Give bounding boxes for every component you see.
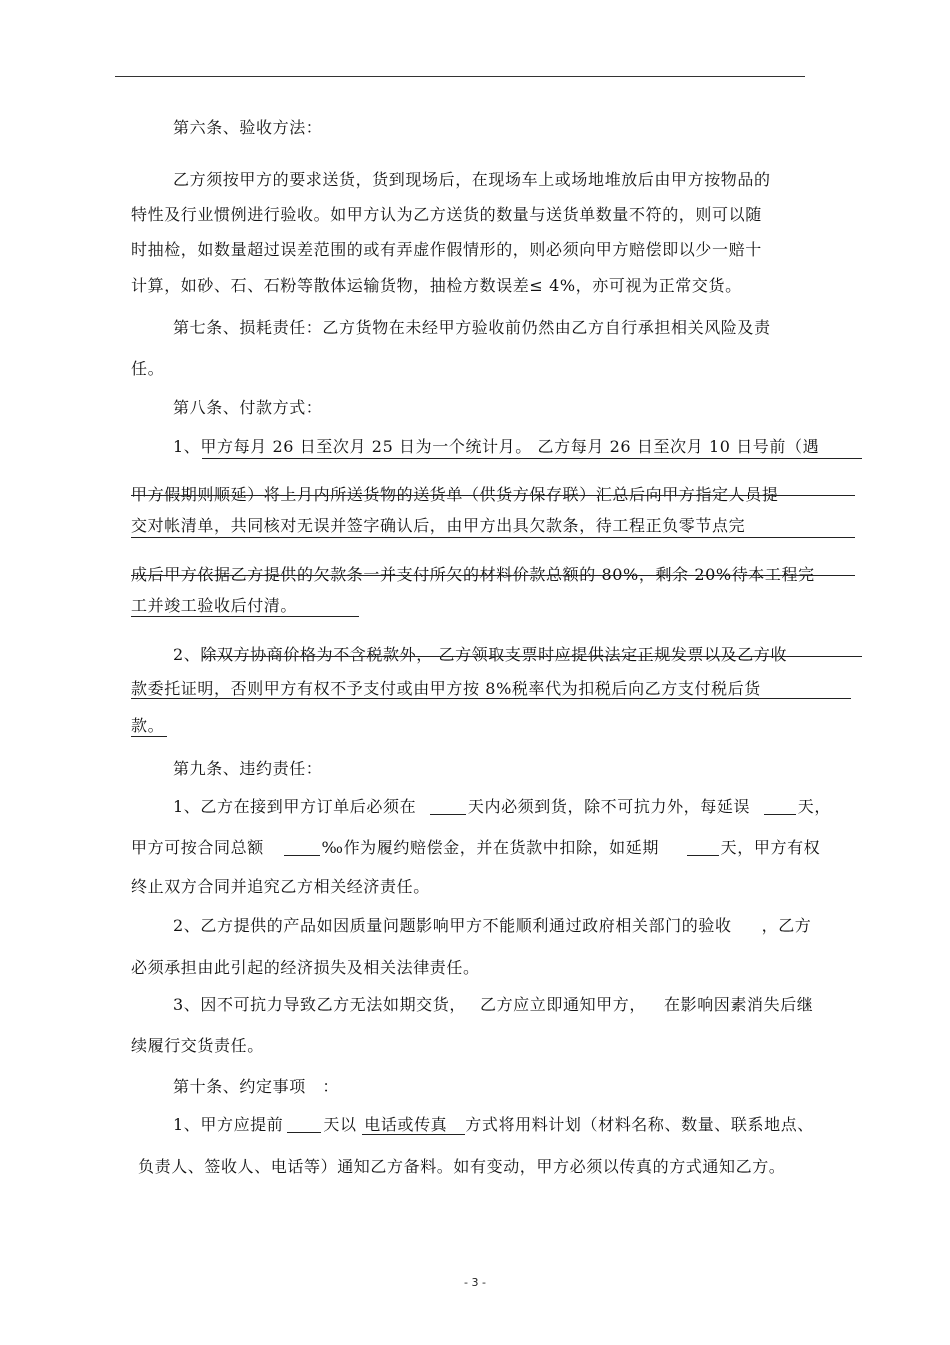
- article9-item1-line-3: 终止双方合同并追究乙方相关经济责任。: [131, 877, 430, 896]
- article9-item3-text-a: 3、因不可抗力导致乙方无法如期交货，: [173, 995, 466, 1014]
- article8-item2-line-1: [173, 645, 787, 665]
- article10-item1-text-a: 1、甲方应提前: [173, 1115, 284, 1134]
- article10-item1-text-b: 天以: [323, 1115, 357, 1134]
- article9-item2-line-1: [173, 916, 811, 936]
- blank-permille-field[interactable]: [284, 839, 320, 856]
- article9-heading: 第九条、违约责任：: [173, 759, 323, 778]
- article10-item1-line-1: [173, 1115, 814, 1135]
- article9-item3-line-1: [173, 995, 813, 1015]
- article9-item3-text-c: 在影响因素消失后继: [664, 995, 814, 1014]
- article9-item1-text-c: 天，: [797, 797, 831, 816]
- article9-item1-text-f: 天，甲方有权: [720, 838, 821, 857]
- article7-line-2: 任。: [131, 359, 165, 378]
- blank-delay-days-field[interactable]: [764, 798, 796, 815]
- article9-item3-text-b: 乙方应立即通知甲方，: [479, 995, 646, 1014]
- blank-overdue-days-field[interactable]: [687, 839, 719, 856]
- article9-item1-line-2: [131, 838, 820, 858]
- article8-item2-prefix: 2、: [173, 645, 201, 664]
- page-number: - 3 -: [464, 1276, 486, 1289]
- blank-advance-days-field[interactable]: [287, 1116, 321, 1133]
- underline: [202, 458, 862, 459]
- underline: [131, 537, 855, 538]
- article10-heading: 第十条、约定事项 ：: [173, 1077, 340, 1096]
- article8-item1-line-2: 甲方假期则顺延）将上月内所送货物的送货单（供货方保存联）汇总后向甲方指定人员提: [131, 485, 779, 504]
- notification-method: 电话或传真: [362, 1115, 465, 1135]
- strikethrough: [131, 575, 855, 576]
- article8-item1-line-3: 交对帐清单，共同核对无误并签字确认后，由甲方出具欠款条，待工程正负零节点完: [131, 516, 746, 535]
- underline: [131, 698, 851, 699]
- article6-heading: 第六条、验收方法：: [173, 118, 323, 137]
- article9-item3-line-2: 续履行交货责任。: [131, 1036, 264, 1055]
- article7-line-1: 第七条、损耗责任：乙方货物在未经甲方验收前仍然由乙方自行承担相关风险及责: [173, 318, 771, 337]
- strikethrough: [202, 656, 862, 657]
- article9-item2-text-a: 2、乙方提供的产品如因质量问题影响甲方不能顺利通过政府相关部门的验收: [173, 916, 732, 935]
- article6-line-3: 时抽检，如数量超过误差范围的或有弄虚作假情形的，则必须向甲方赔偿即以少一赔十: [131, 240, 762, 259]
- blank-days-field[interactable]: [430, 798, 466, 815]
- article6-line-1: 乙方须按甲方的要求送货，货到现场后，在现场车上或场地堆放后由甲方按物品的: [173, 170, 771, 189]
- header-rule: [115, 76, 805, 77]
- article6-line-2: 特性及行业惯例进行验收。如甲方认为乙方送货的数量与送货单数量不符的，则可以随: [131, 205, 762, 224]
- article8-item2-line-3: 款。: [131, 716, 165, 735]
- underline: [131, 616, 359, 617]
- strikethrough: [131, 495, 855, 496]
- article8-item1-prefix: 1、: [173, 437, 201, 456]
- article9-item1-text-b: 天内必须到货，除不可抗力外，每延误: [467, 797, 751, 816]
- article10-item1-text-c: 方式将用料计划（材料名称、数量、联系地点、: [465, 1115, 814, 1134]
- article8-item2-text-1: 除双方协商价格为不含税款外， 乙方领取支票时应提供法定正规发票以及乙方收: [200, 645, 788, 664]
- article9-item1-text-d: 甲方可按合同总额: [131, 838, 264, 857]
- article9-item1-text-e: ‰作为履约赔偿金，并在货款中扣除，如延期: [321, 838, 659, 857]
- article8-item1-line-4: 成后甲方依据乙方提供的欠款条一并支付所欠的材料价款总额的 80%，剩余 20%待本工程完: [131, 565, 815, 584]
- underline: [131, 736, 167, 737]
- article9-item2-line-2: 必须承担由此引起的经济损失及相关法律责任。: [131, 958, 480, 977]
- article10-item1-line-2: 负责人、签收人、电话等）通知乙方备料。如有变动，甲方必须以传真的方式通知乙方。: [138, 1157, 786, 1176]
- article8-item2-line-2: 款委托证明，否则甲方有权不予支付或由甲方按 8%税率代为扣税后向乙方支付税后货: [131, 679, 761, 698]
- article9-item1-text-a: 1、乙方在接到甲方订单后必须在: [173, 797, 417, 816]
- article8-item1-line-1: [173, 437, 819, 457]
- article8-item1-text-1: 甲方每月 26 日至次月 25 日为一个统计月。 乙方每月 26 日至次月 10 日号前（遇: [200, 437, 820, 456]
- article8-heading: 第八条、付款方式：: [173, 398, 323, 417]
- article9-item1-line-1: [173, 797, 831, 817]
- article9-item2-text-b: ，乙方: [761, 916, 812, 935]
- article8-item1-line-5: 工并竣工验收后付清。: [131, 596, 298, 615]
- article6-line-4: 计算，如砂、石、石粉等散体运输货物，抽检方数误差≤ 4%，亦可视为正常交货。: [131, 276, 742, 295]
